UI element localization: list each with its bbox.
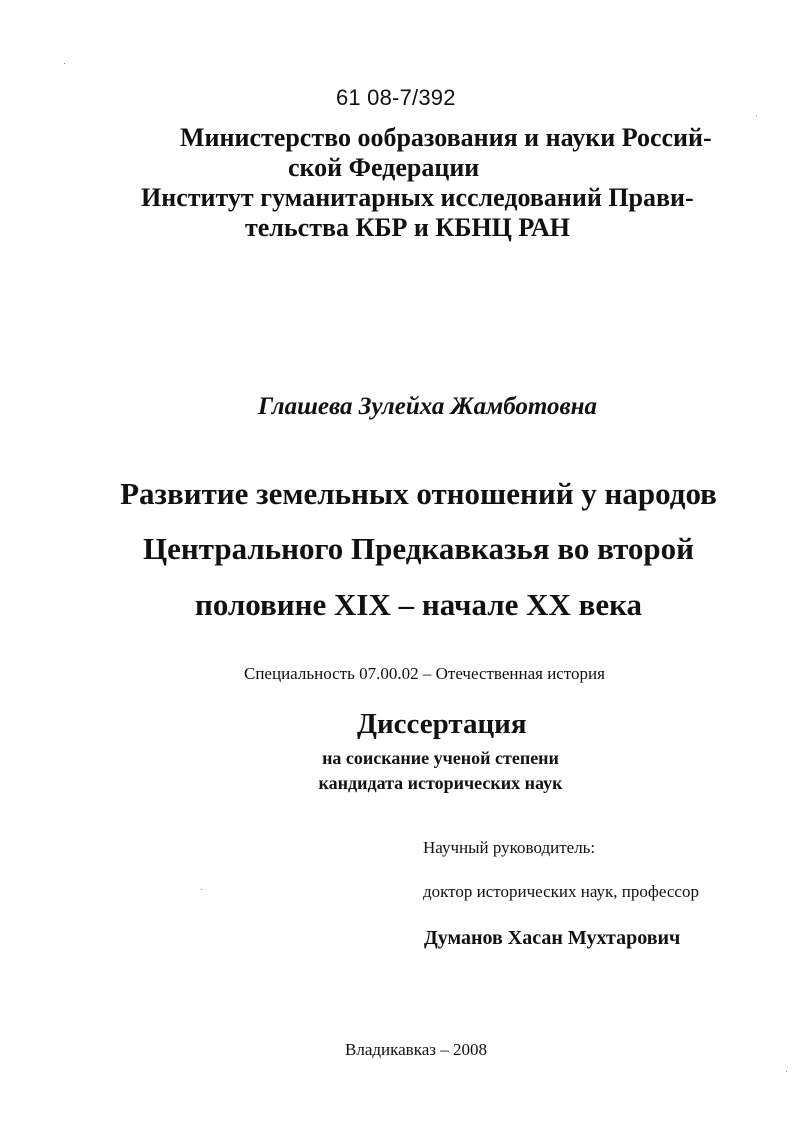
dissertation-title-line-1: Развитие земельных отношений у народов bbox=[120, 476, 717, 511]
dissertation-label: Диссертация bbox=[357, 708, 527, 740]
degree-line-2: кандидата исторических наук bbox=[318, 773, 563, 793]
degree-line-1: на соискание ученой степени bbox=[322, 748, 559, 768]
scan-speck bbox=[786, 1071, 787, 1072]
institution-line-1: Министерство ообразования и науки Россий- bbox=[180, 123, 712, 152]
catalog-number: 61 08-7/392 bbox=[336, 85, 456, 110]
scan-speck bbox=[64, 63, 65, 64]
specialty: Специальность 07.00.02 – Отечественная история bbox=[244, 664, 605, 683]
institution-line-3: Институт гуманитарных исследований Прави- bbox=[141, 183, 694, 212]
supervisor-title: доктор исторических наук, профессор bbox=[423, 882, 699, 901]
dissertation-title-line-2: Центрального Предкавказья во второй bbox=[142, 531, 694, 566]
institution-line-4: тельства КБР и КБНЦ РАН bbox=[245, 213, 570, 242]
scan-speck bbox=[201, 889, 202, 890]
author-name: Глашева Зулейха Жамботовна bbox=[258, 393, 598, 420]
city-year: Владикавказ – 2008 bbox=[345, 1040, 487, 1059]
dissertation-title-line-3: половине XIX – начале XX века bbox=[194, 587, 643, 622]
supervisor-label: Научный руководитель: bbox=[423, 838, 596, 857]
supervisor-name: Думанов Хасан Мухтарович bbox=[424, 927, 681, 949]
institution-line-2: ской Федерации bbox=[288, 153, 480, 182]
scan-speck bbox=[756, 115, 757, 116]
